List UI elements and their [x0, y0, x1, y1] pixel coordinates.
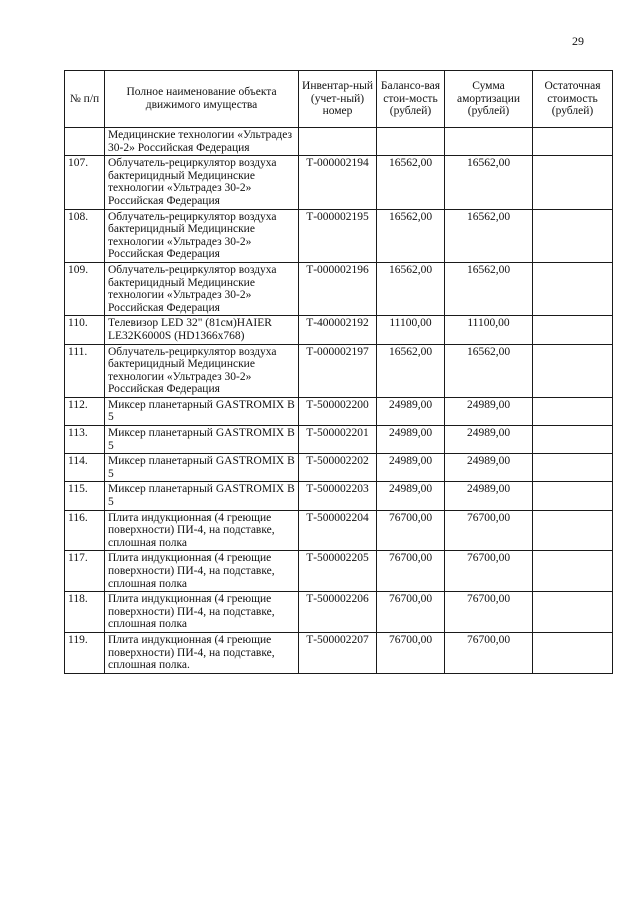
row-inventory-number: Т-000002196: [299, 262, 377, 315]
header-residual: Остаточная стоимость (рублей): [533, 71, 613, 128]
row-balance-value: 76700,00: [377, 551, 445, 592]
row-amortization-value: 76700,00: [445, 510, 533, 551]
row-name: Облучатель-рециркулятор воздуха бактерицидный Медицинские технологии «Ультрадез 30-2» Российская Федерация: [105, 344, 299, 397]
row-residual-value: [533, 344, 613, 397]
row-number: 108.: [65, 209, 105, 262]
row-residual-value: [533, 426, 613, 454]
table-row: [65, 482, 613, 510]
row-inventory-number: Т-500002200: [299, 397, 377, 425]
row-number: 115.: [65, 482, 105, 510]
row-name: Медицинские технологии «Ультрадез 30-2» Российская Федерация: [105, 128, 299, 156]
row-residual-value: [533, 209, 613, 262]
header-num: № п/п: [65, 71, 105, 128]
row-number: 116.: [65, 510, 105, 551]
table-row: [65, 397, 613, 425]
row-residual-value: [533, 592, 613, 633]
table-row: [65, 454, 613, 482]
row-balance-value: [377, 128, 445, 156]
row-residual-value: [533, 156, 613, 209]
row-balance-value: 76700,00: [377, 592, 445, 633]
row-name: Облучатель-рециркулятор воздуха бактерицидный Медицинские технологии «Ультрадез 30-2» Российская Федерация: [105, 262, 299, 315]
table-row: [65, 632, 613, 673]
row-amortization-value: 16562,00: [445, 209, 533, 262]
row-name: Облучатель-рециркулятор воздуха бактерицидный Медицинские технологии «Ультрадез 30-2» Российская Федерация: [105, 209, 299, 262]
row-number: 110.: [65, 316, 105, 344]
table-row: [65, 551, 613, 592]
row-name: Плита индукционная (4 греющие поверхности) ПИ-4, на подставке, сплошная полка: [105, 592, 299, 633]
table-row: [65, 209, 613, 262]
row-balance-value: 76700,00: [377, 510, 445, 551]
row-name: Миксер планетарный GASTROMIX B 5: [105, 454, 299, 482]
row-balance-value: 24989,00: [377, 482, 445, 510]
header-balance: Балансо-вая стои-мость (рублей): [377, 71, 445, 128]
row-number: 117.: [65, 551, 105, 592]
row-amortization-value: [445, 128, 533, 156]
row-amortization-value: 24989,00: [445, 426, 533, 454]
row-residual-value: [533, 262, 613, 315]
row-number: 114.: [65, 454, 105, 482]
row-name: Телевизор LED 32" (81см)HAIER LE32K6000S (HD1366x768): [105, 316, 299, 344]
row-amortization-value: 24989,00: [445, 454, 533, 482]
row-name: Миксер планетарный GASTROMIX B 5: [105, 426, 299, 454]
row-inventory-number: Т-000002197: [299, 344, 377, 397]
row-inventory-number: Т-400002192: [299, 316, 377, 344]
row-amortization-value: 16562,00: [445, 262, 533, 315]
table-row: [65, 510, 613, 551]
row-residual-value: [533, 316, 613, 344]
row-amortization-value: 11100,00: [445, 316, 533, 344]
row-inventory-number: Т-500002204: [299, 510, 377, 551]
row-balance-value: 24989,00: [377, 397, 445, 425]
row-name: Миксер планетарный GASTROMIX B 5: [105, 397, 299, 425]
row-inventory-number: Т-500002203: [299, 482, 377, 510]
row-amortization-value: 24989,00: [445, 397, 533, 425]
row-residual-value: [533, 454, 613, 482]
row-balance-value: 11100,00: [377, 316, 445, 344]
row-balance-value: 24989,00: [377, 454, 445, 482]
row-balance-value: 16562,00: [377, 344, 445, 397]
row-number: 111.: [65, 344, 105, 397]
row-inventory-number: Т-500002207: [299, 632, 377, 673]
row-name: Плита индукционная (4 греющие поверхности) ПИ-4, на подставке, сплошная полка: [105, 510, 299, 551]
row-balance-value: 16562,00: [377, 262, 445, 315]
row-amortization-value: 76700,00: [445, 632, 533, 673]
row-number: 119.: [65, 632, 105, 673]
row-inventory-number: Т-000002194: [299, 156, 377, 209]
row-number: 118.: [65, 592, 105, 633]
row-inventory-number: Т-000002195: [299, 209, 377, 262]
row-inventory-number: Т-500002201: [299, 426, 377, 454]
page-number: 29: [572, 34, 584, 48]
row-residual-value: [533, 128, 613, 156]
row-amortization-value: 76700,00: [445, 592, 533, 633]
row-number: 112.: [65, 397, 105, 425]
row-number: 107.: [65, 156, 105, 209]
row-residual-value: [533, 551, 613, 592]
header-inventory: Инвентар-ный (учет-ный) номер: [299, 71, 377, 128]
table-row: [65, 316, 613, 344]
row-residual-value: [533, 482, 613, 510]
table-row: [65, 128, 613, 156]
table-header-row: [65, 71, 613, 128]
row-amortization-value: 16562,00: [445, 156, 533, 209]
row-balance-value: 16562,00: [377, 209, 445, 262]
row-amortization-value: 76700,00: [445, 551, 533, 592]
row-balance-value: 24989,00: [377, 426, 445, 454]
row-balance-value: 16562,00: [377, 156, 445, 209]
row-inventory-number: Т-500002205: [299, 551, 377, 592]
row-name: Плита индукционная (4 греющие поверхности) ПИ-4, на подставке, сплошная полка.: [105, 632, 299, 673]
row-amortization-value: 16562,00: [445, 344, 533, 397]
header-name: Полное наименование объекта движимого имущества: [105, 71, 299, 128]
row-number: [65, 128, 105, 156]
row-balance-value: 76700,00: [377, 632, 445, 673]
row-name: Плита индукционная (4 греющие поверхности) ПИ-4, на подставке, сплошная полка: [105, 551, 299, 592]
row-name: Облучатель-рециркулятор воздуха бактерицидный Медицинские технологии «Ультрадез 30-2» Российская Федерация: [105, 156, 299, 209]
asset-table: [64, 70, 613, 674]
row-number: 109.: [65, 262, 105, 315]
row-amortization-value: 24989,00: [445, 482, 533, 510]
table-row: [65, 426, 613, 454]
table-row: [65, 156, 613, 209]
table-row: [65, 344, 613, 397]
row-inventory-number: [299, 128, 377, 156]
row-inventory-number: Т-500002206: [299, 592, 377, 633]
row-number: 113.: [65, 426, 105, 454]
header-amortization: Сумма амортизации (рублей): [445, 71, 533, 128]
row-name: Миксер планетарный GASTROMIX B 5: [105, 482, 299, 510]
row-residual-value: [533, 510, 613, 551]
row-inventory-number: Т-500002202: [299, 454, 377, 482]
table-body: [65, 128, 613, 674]
table-row: [65, 592, 613, 633]
row-residual-value: [533, 397, 613, 425]
row-residual-value: [533, 632, 613, 673]
table-row: [65, 262, 613, 315]
